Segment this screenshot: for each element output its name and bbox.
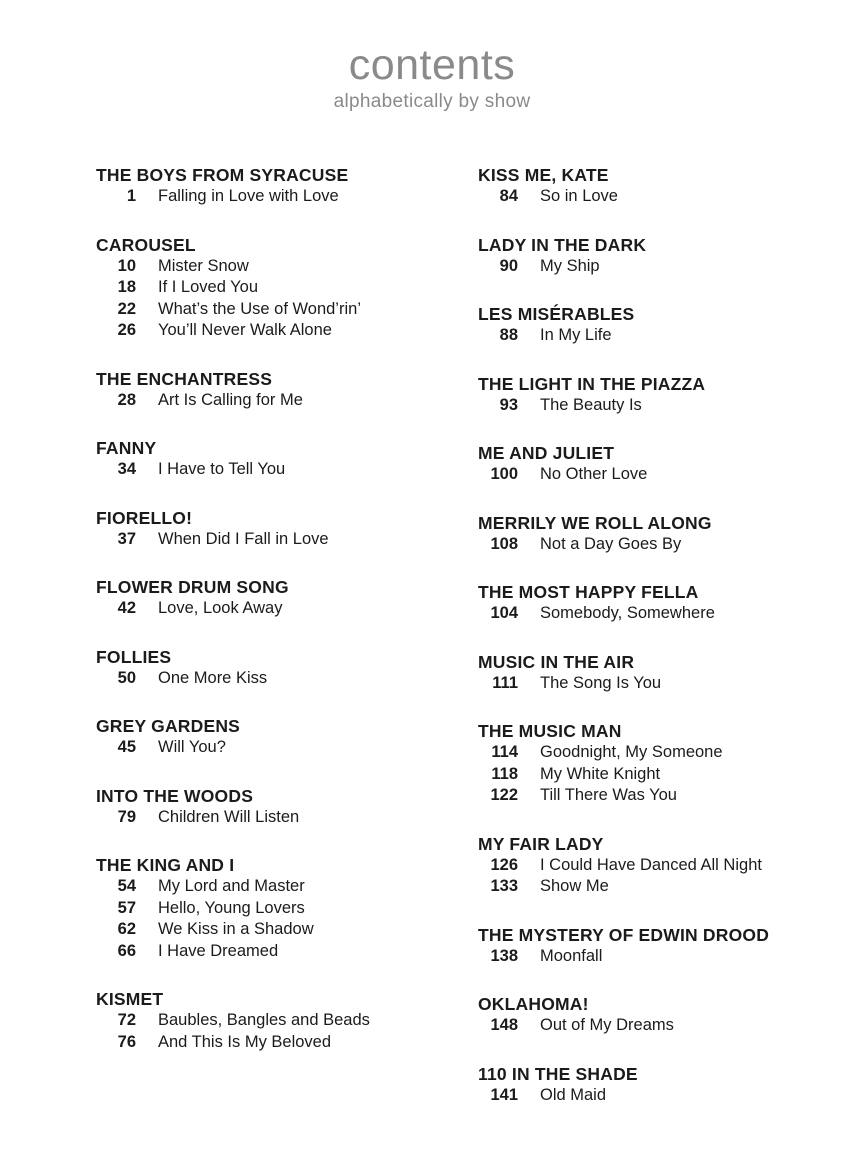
song-page-number: 62 <box>117 920 136 938</box>
song-title: You’ll Never Walk Alone <box>158 321 332 339</box>
song-title: Not a Day Goes By <box>540 534 682 553</box>
show-group <box>96 646 466 690</box>
song-row <box>478 742 848 764</box>
song-title: If I Loved You <box>158 278 259 296</box>
page-subtitle: alphabetically by show <box>333 91 531 112</box>
song-row <box>96 807 466 829</box>
song-title: One More Kiss <box>158 668 268 687</box>
song-page-number: 37 <box>117 529 136 548</box>
song-title: When Did I Fall in Love <box>158 529 329 548</box>
toc-content <box>96 164 864 1132</box>
show-title: INTO THE WOODS <box>96 785 254 806</box>
show-title: GREY GARDENS <box>96 716 241 736</box>
song-page-number: 114 <box>491 743 518 761</box>
page-header <box>0 0 864 113</box>
show-title: KISS ME, KATE <box>478 165 609 185</box>
song-title: My Ship <box>540 256 600 275</box>
show-group <box>96 988 466 1053</box>
song-row <box>478 1085 848 1107</box>
song-title: Falling in Love with Love <box>158 187 339 205</box>
song-row <box>96 598 466 620</box>
show-group <box>478 373 848 417</box>
song-title: I Have to Tell You <box>158 460 286 478</box>
show-title: THE KING AND I <box>96 855 235 875</box>
song-title: My Lord and Master <box>158 877 305 895</box>
song-title: Will You? <box>158 738 226 756</box>
song-row <box>478 855 848 877</box>
song-page-number: 122 <box>490 786 518 804</box>
song-row <box>96 299 466 321</box>
song-title: Hello, Young Lovers <box>158 898 305 917</box>
song-row <box>478 603 848 625</box>
song-row <box>96 1010 466 1032</box>
show-group <box>96 715 466 759</box>
song-row <box>478 946 848 968</box>
song-row <box>96 941 466 963</box>
song-row <box>478 464 848 486</box>
song-row <box>478 186 848 208</box>
song-title: Show Me <box>540 877 609 895</box>
song-page-number: 54 <box>117 877 136 895</box>
song-row <box>478 785 848 807</box>
show-title: FLOWER DRUM SONG <box>96 577 289 597</box>
song-row <box>96 737 466 759</box>
song-title: And This Is My Beloved <box>158 1032 332 1051</box>
song-title: The Beauty Is <box>540 395 642 414</box>
show-title: THE MOST HAPPY FELLA <box>478 582 699 602</box>
show-title: ME AND JULIET <box>478 443 615 463</box>
show-group <box>478 720 848 807</box>
show-title: THE LIGHT IN THE PIAZZA <box>478 373 706 394</box>
song-title: My White Knight <box>540 764 661 783</box>
song-row <box>96 919 466 941</box>
show-title: THE BOYS FROM SYRACUSE <box>96 165 349 185</box>
song-title: So in Love <box>540 187 618 205</box>
show-title: THE MYSTERY OF EDWIN DROOD <box>478 924 770 945</box>
song-row <box>96 277 466 299</box>
show-group <box>478 303 848 347</box>
song-page-number: 133 <box>490 877 518 895</box>
song-row <box>96 320 466 342</box>
show-title: FIORELLO! <box>96 507 193 528</box>
song-row <box>478 673 848 695</box>
song-row <box>96 459 466 481</box>
show-group <box>96 785 466 829</box>
song-page-number: 148 <box>490 1016 518 1034</box>
song-page-number: 18 <box>117 278 136 296</box>
song-page-number: 34 <box>117 460 136 478</box>
song-page-number: 88 <box>499 326 518 344</box>
song-title: Art Is Calling for Me <box>158 390 303 409</box>
song-page-number: 93 <box>499 395 518 414</box>
song-row <box>478 395 848 417</box>
show-group <box>478 993 848 1037</box>
show-title: CAROUSEL <box>96 234 196 255</box>
show-title: FANNY <box>96 438 157 458</box>
song-page-number: 90 <box>499 256 518 275</box>
song-row <box>96 876 466 898</box>
song-row <box>96 898 466 920</box>
song-title: The Song Is You <box>540 673 662 692</box>
song-page-number: 104 <box>490 604 518 622</box>
song-title: What’s the Use of Wond’rin’ <box>158 299 361 318</box>
song-page-number: 22 <box>117 299 136 318</box>
song-page-number: 72 <box>117 1011 136 1029</box>
song-page-number: 10 <box>117 256 136 275</box>
song-title: Goodnight, My Someone <box>540 743 723 761</box>
toc-column-left <box>96 164 466 1132</box>
show-group <box>478 512 848 556</box>
song-row <box>478 1015 848 1037</box>
song-page-number: 84 <box>499 187 518 205</box>
song-row <box>478 876 848 898</box>
show-title: THE ENCHANTRESS <box>96 368 273 389</box>
song-row <box>96 668 466 690</box>
show-title: 110 IN THE SHADE <box>478 1063 638 1084</box>
song-row <box>96 1032 466 1054</box>
song-page-number: 118 <box>491 764 518 783</box>
song-row <box>478 325 848 347</box>
song-title: I Could Have Danced All Night <box>540 855 762 874</box>
song-title: No Other Love <box>540 465 648 483</box>
song-page-number: 126 <box>490 855 518 874</box>
song-page-number: 1 <box>126 187 136 205</box>
song-row <box>478 256 848 278</box>
song-page-number: 66 <box>117 941 136 960</box>
song-title: Baubles, Bangles and Beads <box>158 1011 370 1029</box>
song-page-number: 57 <box>117 898 136 917</box>
show-group <box>96 854 466 962</box>
page-title: contents <box>348 41 516 89</box>
show-group <box>478 924 848 968</box>
show-group <box>96 437 466 481</box>
song-page-number: 138 <box>490 946 518 965</box>
show-group <box>96 507 466 551</box>
song-title: Mister Snow <box>158 256 249 275</box>
show-title: MERRILY WE ROLL ALONG <box>478 512 712 533</box>
song-row <box>96 529 466 551</box>
show-title: MY FAIR LADY <box>478 833 604 854</box>
song-title: Somebody, Somewhere <box>540 604 715 622</box>
song-title: Till There Was You <box>540 786 677 804</box>
show-group <box>478 833 848 898</box>
song-row <box>478 534 848 556</box>
show-group <box>478 234 848 278</box>
song-row <box>96 186 466 208</box>
show-group <box>96 234 466 342</box>
show-group <box>96 368 466 412</box>
show-title: FOLLIES <box>96 646 172 667</box>
song-page-number: 108 <box>490 534 518 553</box>
song-page-number: 111 <box>492 673 518 692</box>
show-title: OKLAHOMA! <box>478 994 589 1014</box>
song-title: Love, Look Away <box>158 599 283 617</box>
song-row <box>96 390 466 412</box>
song-title: In My Life <box>540 326 612 344</box>
show-title: LADY IN THE DARK <box>478 234 647 255</box>
show-title: MUSIC IN THE AIR <box>478 651 635 672</box>
song-title: We Kiss in a Shadow <box>158 920 314 938</box>
show-title: LES MISÉRABLES <box>478 304 635 324</box>
song-title: I Have Dreamed <box>158 941 279 960</box>
song-page-number: 76 <box>117 1032 136 1051</box>
song-page-number: 45 <box>117 738 136 756</box>
show-group <box>478 442 848 486</box>
song-page-number: 79 <box>117 807 136 826</box>
show-group <box>478 164 848 208</box>
show-group <box>96 164 466 208</box>
toc-column-right <box>478 164 848 1132</box>
show-group <box>478 1063 848 1107</box>
song-row <box>478 764 848 786</box>
song-title: Old Maid <box>540 1085 607 1104</box>
song-title: Children Will Listen <box>158 807 300 826</box>
show-group <box>478 651 848 695</box>
song-page-number: 42 <box>117 599 136 617</box>
show-title: THE MUSIC MAN <box>478 721 622 741</box>
show-title: KISMET <box>96 989 164 1009</box>
song-page-number: 100 <box>490 465 518 483</box>
show-group <box>96 576 466 620</box>
song-page-number: 26 <box>117 321 136 339</box>
show-group <box>478 581 848 625</box>
song-page-number: 28 <box>117 390 136 409</box>
song-page-number: 141 <box>490 1085 518 1104</box>
song-page-number: 50 <box>117 668 136 687</box>
song-row <box>96 256 466 278</box>
song-title: Out of My Dreams <box>540 1016 674 1034</box>
song-title: Moonfall <box>540 946 603 965</box>
